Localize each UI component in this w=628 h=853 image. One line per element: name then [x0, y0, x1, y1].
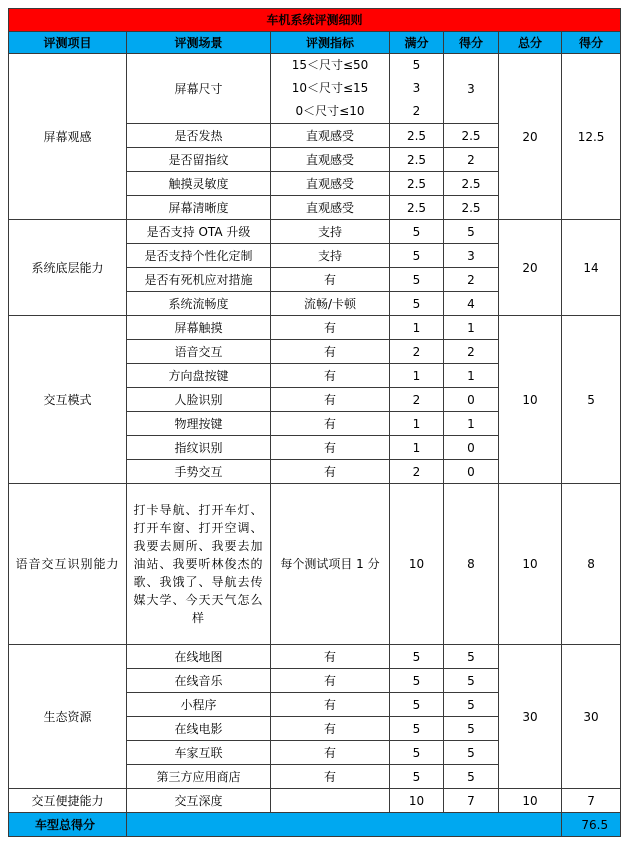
score-cell: 4: [444, 292, 499, 316]
full-score-cell: 2.5: [390, 124, 444, 148]
criteria-cell: 流畅/卡顿: [271, 292, 390, 316]
total-cell: 10: [499, 789, 562, 813]
criteria-cell: 有: [271, 268, 390, 292]
header-total: 总分: [499, 32, 562, 54]
criteria-cell: 有: [271, 364, 390, 388]
score-cell: 8: [444, 484, 499, 645]
criteria-cell: 有: [271, 717, 390, 741]
full-score-cell: 5: [390, 292, 444, 316]
category-voice: 语音交互识别能力: [9, 484, 127, 645]
full-score-cell: 5: [390, 765, 444, 789]
criteria-cell: 有: [271, 669, 390, 693]
voice-test-items: 打卡导航、打开车灯、打开车窗、打开空调、我要去厕所、我要去加油站、我要听林俊杰的歌、我饿了、导航去传媒大学、今天天气怎么样: [127, 484, 271, 645]
score-cell: 5: [444, 220, 499, 244]
score-cell: 2: [444, 340, 499, 364]
score-cell: 0: [444, 388, 499, 412]
table-row: [9, 54, 621, 124]
score-cell: 2.5: [444, 124, 499, 148]
full-score-cell: 2.5: [390, 196, 444, 220]
full-score-line: 2: [412, 104, 421, 118]
full-score-cell: 2: [390, 340, 444, 364]
scene-cell: 是否支持 OTA 升级: [127, 220, 271, 244]
criteria-cell: 直观感受: [271, 148, 390, 172]
scene-cell: 屏幕清晰度: [127, 196, 271, 220]
header-total-score: 得分: [562, 32, 621, 54]
table-title: 车机系统评测细则: [9, 9, 621, 32]
criteria-cell: 有: [271, 340, 390, 364]
category-convenience: 交互便捷能力: [9, 789, 127, 813]
category-system: 系统底层能力: [9, 220, 127, 316]
scene-cell: 人脸识别: [127, 388, 271, 412]
score-cell: 2.5: [444, 172, 499, 196]
score-cell: 5: [444, 741, 499, 765]
category-interaction: 交互模式: [9, 316, 127, 484]
grand-total-value: 76.5: [562, 813, 621, 837]
full-score-cell: 2.5: [390, 172, 444, 196]
scene-cell: 车家互联: [127, 741, 271, 765]
full-score-cell: 5: [390, 244, 444, 268]
criteria-cell: 有: [271, 693, 390, 717]
grand-total-spacer: [127, 813, 562, 837]
scene-cell: 手势交互: [127, 460, 271, 484]
score-cell: 0: [444, 460, 499, 484]
category-ecosystem: 生态资源: [9, 645, 127, 789]
grand-total-label: 车型总得分: [9, 813, 127, 837]
criteria-cell: 直观感受: [271, 124, 390, 148]
score-cell: 1: [444, 412, 499, 436]
table-row: [9, 789, 621, 813]
scene-cell: 在线地图: [127, 645, 271, 669]
scene-cell: 是否发热: [127, 124, 271, 148]
full-score-cell: 5: [390, 693, 444, 717]
full-score-cell: 2: [390, 388, 444, 412]
score-cell: 5: [444, 765, 499, 789]
criteria-line: 0＜尺寸≤10: [295, 104, 365, 118]
scene-cell: 系统流畅度: [127, 292, 271, 316]
total-cell: 10: [499, 484, 562, 645]
score-cell: 3: [444, 244, 499, 268]
scene-cell: 在线电影: [127, 717, 271, 741]
full-score-cell: 5: [390, 717, 444, 741]
score-cell: 5: [444, 717, 499, 741]
total-cell: 20: [499, 54, 562, 220]
scene-cell: 是否支持个性化定制: [127, 244, 271, 268]
full-score-cell: [390, 54, 444, 124]
criteria-cell: 有: [271, 741, 390, 765]
total-cell: 10: [499, 316, 562, 484]
criteria-cell: 直观感受: [271, 172, 390, 196]
evaluation-table: [8, 8, 621, 837]
header-category: 评测项目: [9, 32, 127, 54]
total-score-cell: 7: [562, 789, 621, 813]
scene-cell: 第三方应用商店: [127, 765, 271, 789]
score-cell: 2: [444, 268, 499, 292]
full-score-cell: 1: [390, 436, 444, 460]
full-score-cell: 5: [390, 741, 444, 765]
full-score-cell: 1: [390, 412, 444, 436]
scene-cell: 屏幕尺寸: [127, 54, 271, 124]
full-score-cell: 5: [390, 268, 444, 292]
total-score-cell: 14: [562, 220, 621, 316]
total-score-cell: 8: [562, 484, 621, 645]
scene-cell: 是否有死机应对措施: [127, 268, 271, 292]
criteria-cell: 直观感受: [271, 196, 390, 220]
grand-total-row: [9, 813, 621, 837]
criteria-cell: 有: [271, 412, 390, 436]
score-cell: 7: [444, 789, 499, 813]
header-scene: 评测场景: [127, 32, 271, 54]
full-score-cell: 5: [390, 645, 444, 669]
table-row: [9, 645, 621, 669]
full-score-cell: 5: [390, 669, 444, 693]
full-score-cell: 5: [390, 220, 444, 244]
criteria-cell: 支持: [271, 220, 390, 244]
score-cell: 3: [444, 54, 499, 124]
header-full-score: 满分: [390, 32, 444, 54]
full-score-cell: 2: [390, 460, 444, 484]
total-score-cell: 5: [562, 316, 621, 484]
criteria-line: 15＜尺寸≤50: [291, 58, 369, 72]
score-cell: 5: [444, 645, 499, 669]
table-row: [9, 220, 621, 244]
criteria-cell: 支持: [271, 244, 390, 268]
full-score-cell: 1: [390, 316, 444, 340]
total-cell: 30: [499, 645, 562, 789]
category-screen: 屏幕观感: [9, 54, 127, 220]
score-cell: 1: [444, 364, 499, 388]
scene-cell: 物理按键: [127, 412, 271, 436]
scene-cell: 语音交互: [127, 340, 271, 364]
criteria-cell: 每个测试项目 1 分: [271, 484, 390, 645]
criteria-cell: [271, 789, 390, 813]
score-cell: 2: [444, 148, 499, 172]
score-cell: 5: [444, 693, 499, 717]
scene-cell: 在线音乐: [127, 669, 271, 693]
full-score-cell: 10: [390, 484, 444, 645]
full-score-cell: 1: [390, 364, 444, 388]
scene-cell: 交互深度: [127, 789, 271, 813]
criteria-cell: 有: [271, 645, 390, 669]
criteria-cell: 有: [271, 765, 390, 789]
score-cell: 5: [444, 669, 499, 693]
total-score-cell: 30: [562, 645, 621, 789]
scene-cell: 小程序: [127, 693, 271, 717]
full-score-cell: 2.5: [390, 148, 444, 172]
header-score: 得分: [444, 32, 499, 54]
criteria-cell: 有: [271, 460, 390, 484]
score-cell: 0: [444, 436, 499, 460]
criteria-cell: 有: [271, 436, 390, 460]
criteria-cell: 有: [271, 316, 390, 340]
score-cell: 2.5: [444, 196, 499, 220]
criteria-line: 10＜尺寸≤15: [291, 81, 369, 95]
scene-cell: 方向盘按键: [127, 364, 271, 388]
full-score-line: 3: [412, 81, 421, 95]
full-score-cell: 10: [390, 789, 444, 813]
criteria-cell: [271, 54, 390, 124]
scene-cell: 指纹识别: [127, 436, 271, 460]
table-row: [9, 484, 621, 645]
scene-cell: 触摸灵敏度: [127, 172, 271, 196]
table-row: [9, 316, 621, 340]
score-cell: 1: [444, 316, 499, 340]
full-score-line: 5: [412, 58, 421, 72]
scene-cell: 屏幕触摸: [127, 316, 271, 340]
scene-cell: 是否留指纹: [127, 148, 271, 172]
total-score-cell: 12.5: [562, 54, 621, 220]
total-cell: 20: [499, 220, 562, 316]
header-criteria: 评测指标: [271, 32, 390, 54]
criteria-cell: 有: [271, 388, 390, 412]
